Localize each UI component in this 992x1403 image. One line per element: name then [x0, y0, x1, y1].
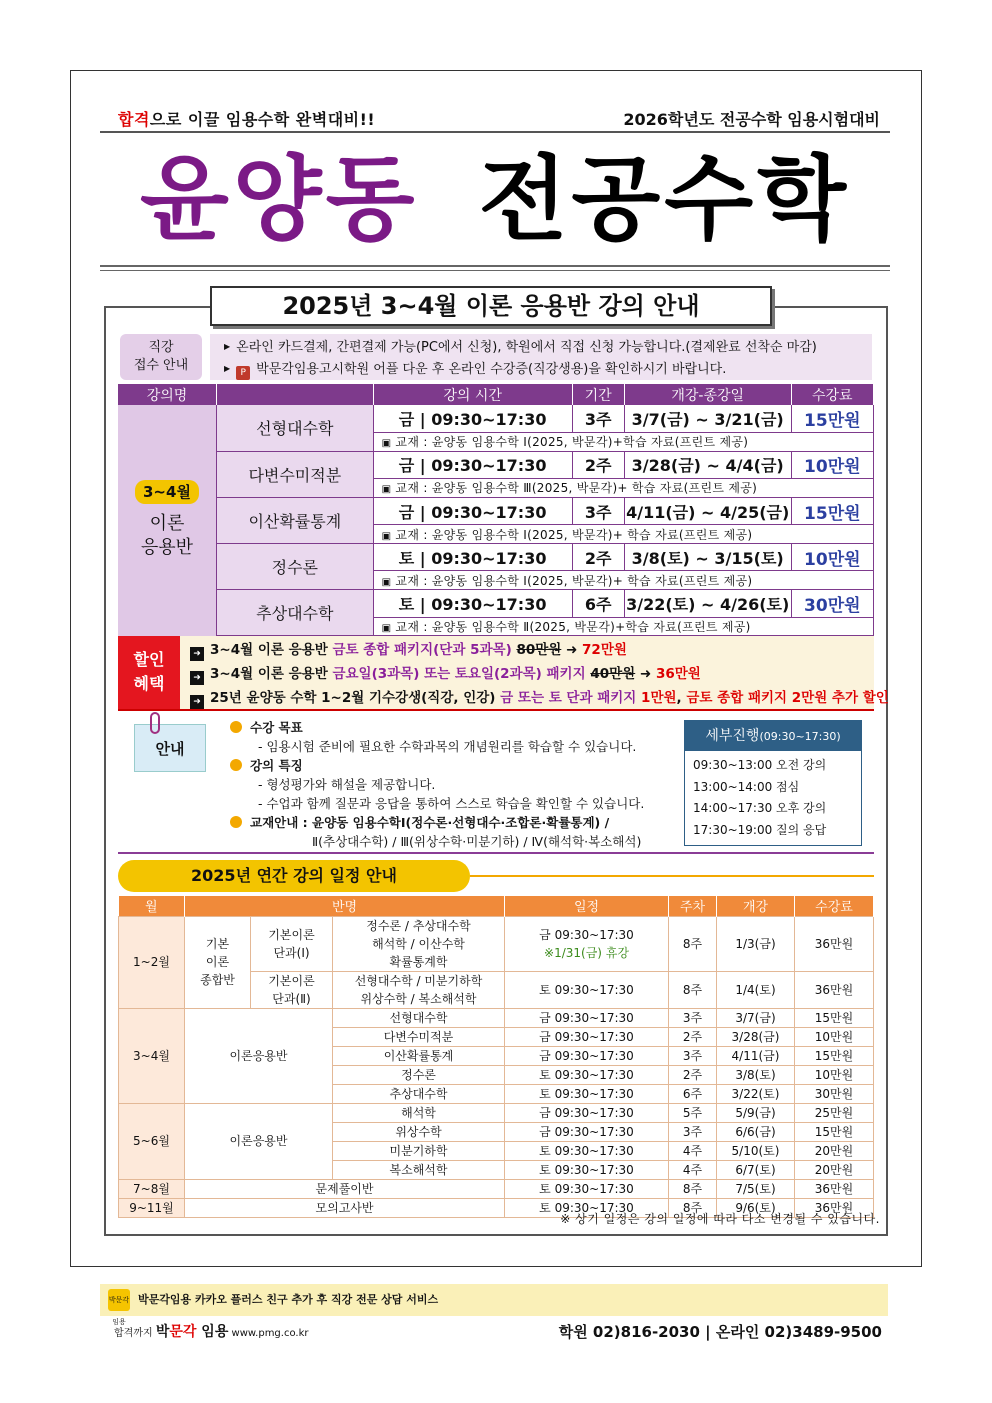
square-bullet-icon: ▣ — [381, 438, 392, 450]
bullet-icon: ▶ — [224, 364, 231, 373]
course-row — [118, 451, 874, 479]
discount-row: ➜ 3~4월 이론 응용반 금요일(3과목) 또는 토요일(2과목) 패키지 40만원 ➜ 36만원 — [190, 663, 701, 685]
title-subject: 전공수학 — [478, 146, 851, 253]
course-weeks: 2주 — [572, 543, 624, 571]
annual-table-header: 월 반명 일정 주차 개강 수강료 — [119, 896, 874, 916]
table-row: 다변수미적분 금 09:30~17:30 2주 3/28(금) 10만원 — [119, 1027, 874, 1046]
square-bullet-icon: ▣ — [381, 622, 392, 634]
course-subject: 추상대수학 — [216, 589, 373, 635]
brand-url[interactable]: www.pmg.co.kr — [231, 1328, 309, 1339]
registration-notice — [120, 334, 872, 380]
course-fee: 15만원 — [791, 405, 873, 433]
table-row: 9~11월 모의고사반 토 09:30~17:30 8주 9/6(토) 36만원 — [119, 1198, 874, 1217]
notice-lines: ▶ 온라인 카드결제, 간편결제 가능(PC에서 신청), 학원에서 직접 신청 가능합니다.(결제완료 선착순 마감) ▶ P 박문각임용고시학원 어플 다운 후 온라인 수강증(직강생용)을 확인하시기 바랍니다. — [210, 334, 872, 380]
course-range: 3/28(금) ~ 4/4(금) — [624, 451, 791, 479]
guide-memo: 안내 — [134, 724, 206, 772]
divider — [118, 852, 874, 854]
notice-label: 직강 접수 안내 — [120, 334, 202, 380]
kakao-text: 박문각임용 카카오 플러스 친구 추가 후 직강 전문 상담 서비스 — [138, 1293, 439, 1306]
table-row: 복소해석학 토 09:30~17:30 4주 6/7(토) 20만원 — [119, 1160, 874, 1179]
circle-arrow-icon — [230, 816, 242, 828]
course-row — [118, 405, 874, 433]
annual-title: 2025년 연간 강의 일정 안내 — [118, 860, 470, 892]
course-book: ▣ 교재 : 윤양동 임용수학 Ⅲ(2025, 박문각)+ 학습 자료(프린트 제공) — [373, 479, 873, 497]
app-icon: P — [236, 366, 250, 380]
brand-logo-mark: 박문각 임용 — [155, 1324, 229, 1340]
course-book: ▣ 교재 : 윤양동 임용수학 Ⅰ(2025, 박문각)+ 학습 자료(프린트 제공) — [373, 571, 873, 589]
course-row — [118, 589, 874, 617]
course-subject: 정수론 — [216, 543, 373, 589]
bullet-icon: ▶ — [224, 342, 231, 351]
annual-table — [118, 896, 874, 1218]
course-time: 금 | 09:30~17:30 — [373, 451, 572, 479]
guide-heading: 수강 목표 — [230, 718, 670, 737]
header-bar — [100, 105, 890, 133]
course-range: 3/22(토) ~ 4/26(토) — [624, 589, 791, 617]
brand-logo: 합격까지 박문각 임용 www.pmg.co.kr — [114, 1324, 309, 1340]
course-range: 3/8(토) ~ 3/15(토) — [624, 543, 791, 571]
course-group: 3~4월 이론 응용반 — [118, 405, 216, 636]
table-row: 5~6월 이론응용반 해석학 금 09:30~17:30 5주 5/9(금) 25만원 — [119, 1103, 874, 1122]
course-book: ▣ 교재 : 윤양동 임용수학 Ⅰ(2025, 박문각)+ 학습 자료(프린트 제공) — [373, 525, 873, 543]
course-guide: 수강 목표 - 임용시험 준비에 필요한 수학과목의 개념원리를 학습할 수 있습니다. 강의 특징 - 형성평가와 해설을 제공합니다. - 수업과 함께 질문과 응답을 통하여 스스로 학습을 확인할 수 있습니다. 교재안내 : 윤양동 임용수학Ⅰ(정수론·선형대수·조합론·확률통계) / Ⅱ(추상대수학) / Ⅲ(위상수학·미분기하) / Ⅳ(해석학·복소해석) — [230, 718, 670, 851]
square-bullet-icon: ▣ — [381, 530, 392, 542]
paperclip-icon — [150, 712, 160, 734]
table-row: 이산확률통계 금 09:30~17:30 3주 4/11(금) 15만원 — [119, 1046, 874, 1065]
course-time: 금 | 09:30~17:30 — [373, 405, 572, 433]
table-row: 기본이론 단과(Ⅱ) 선형대수학 / 미분기하학 위상수학 / 복소해석학 토 09:30~17:30 8주 1/4(토) 36만원 — [119, 971, 874, 1008]
course-subject: 선형대수학 — [216, 405, 373, 451]
table-row: 정수론 토 09:30~17:30 2주 3/8(토) 10만원 — [119, 1065, 874, 1084]
divider — [470, 875, 874, 877]
course-weeks: 3주 — [572, 497, 624, 525]
guide-heading: 강의 특징 — [230, 756, 670, 775]
circle-arrow-icon — [230, 759, 242, 771]
arrow-box-icon: ➜ — [190, 647, 204, 661]
course-subject: 다변수미적분 — [216, 451, 373, 497]
course-row — [118, 543, 874, 571]
contact-info: 학원 02)816-2030 | 온라인 02)3489-9500 — [558, 1323, 882, 1341]
course-fee: 10만원 — [791, 451, 873, 479]
table-row: 미분기하학 토 09:30~17:30 4주 5/10(토) 20만원 — [119, 1141, 874, 1160]
arrow-box-icon: ➜ — [190, 695, 204, 709]
section-title: 2025년 3~4월 이론 응용반 강의 안내 — [210, 286, 772, 326]
course-range: 4/11(금) ~ 4/25(금) — [624, 497, 791, 525]
course-time: 토 | 09:30~17:30 — [373, 589, 572, 617]
schedule-detail-title: 세부진행(09:30~17:30) — [685, 721, 861, 751]
guide-heading: 교재안내 : 윤양동 임용수학Ⅰ(정수론·선형대수·조합론·확률통계) / — [230, 813, 670, 832]
course-table — [118, 384, 874, 636]
table-row: 3~4월 이론응용반 선형대수학 금 09:30~17:30 3주 3/7(금) 15만원 — [119, 1008, 874, 1027]
course-fee: 30만원 — [791, 589, 873, 617]
table-row: 위상수학 금 09:30~17:30 3주 6/6(금) 15만원 — [119, 1122, 874, 1141]
arrow-box-icon: ➜ — [190, 671, 204, 685]
table-row: 추상대수학 토 09:30~17:30 6주 3/22(토) 30만원 — [119, 1084, 874, 1103]
title-instructor: 윤양동 — [139, 146, 419, 253]
course-fee: 15만원 — [791, 497, 873, 525]
square-bullet-icon: ▣ — [381, 484, 392, 496]
discount-row: ➜ 25년 윤양동 수학 1~2월 기수강생(직강, 인강) 금 또는 토 단과 패키지 1만원, 금토 종합 패키지 2만원 추가 할인 — [190, 687, 889, 709]
course-weeks: 3주 — [572, 405, 624, 433]
discount-label: 할인 혜택 — [118, 636, 180, 709]
course-book: ▣ 교재 : 윤양동 임용수학 Ⅰ(2025, 박문각)+학습 자료(프린트 제공) — [373, 433, 873, 451]
course-table-header: 강의명 강의 시간 기간 개강-종강일 수강료 — [118, 384, 874, 405]
year-label: 2026학년도 전공수학 임용시험대비 — [623, 110, 880, 129]
schedule-footnote: ※ 상기 일정은 강의 일정에 따라 다소 변경될 수 있습니다. — [560, 1212, 880, 1226]
course-fee: 10만원 — [791, 543, 873, 571]
discount-row: ➜ 3~4월 이론 응용반 금토 종합 패키지(단과 5과목) 80만원 ➜ 72만원 — [190, 639, 627, 661]
table-row: 7~8월 문제풀이반 토 09:30~17:30 8주 7/5(토) 36만원 — [119, 1179, 874, 1198]
discount-box — [118, 636, 889, 711]
circle-arrow-icon — [230, 721, 242, 733]
square-bullet-icon: ▣ — [381, 576, 392, 588]
schedule-detail-box: 세부진행(09:30~17:30) 09:30~13:00 오전 강의 13:00~14:00 점심 14:00~17:30 오후 강의 17:30~19:00 질의 응답 — [684, 720, 862, 846]
course-range: 3/7(금) ~ 3/21(금) — [624, 405, 791, 433]
page-title — [100, 140, 890, 260]
slogan: 합격으로 이끌 임용수학 완벽대비!! — [118, 110, 376, 129]
course-weeks: 6주 — [572, 589, 624, 617]
course-weeks: 2주 — [572, 451, 624, 479]
group-pill: 3~4월 — [135, 480, 199, 504]
kakao-banner[interactable] — [100, 1284, 888, 1326]
table-row: 1~2월 기본 이론 종합반 기본이론 단과(Ⅰ) 정수론 / 추상대수학 해석학 / 이산수학 확률통계학 금 09:30~17:30 ※1/31(금) 휴강 8주 1/3(금) 36만원 — [119, 916, 874, 971]
course-time: 토 | 09:30~17:30 — [373, 543, 572, 571]
course-book: ▣ 교재 : 윤양동 임용수학 Ⅱ(2025, 박문각)+학습 자료(프린트 제공) — [373, 617, 873, 635]
course-row — [118, 497, 874, 525]
course-subject: 이산확률통계 — [216, 497, 373, 543]
kakao-icon: 박문각임용 — [108, 1289, 130, 1311]
title-divider — [100, 265, 890, 271]
course-time: 금 | 09:30~17:30 — [373, 497, 572, 525]
